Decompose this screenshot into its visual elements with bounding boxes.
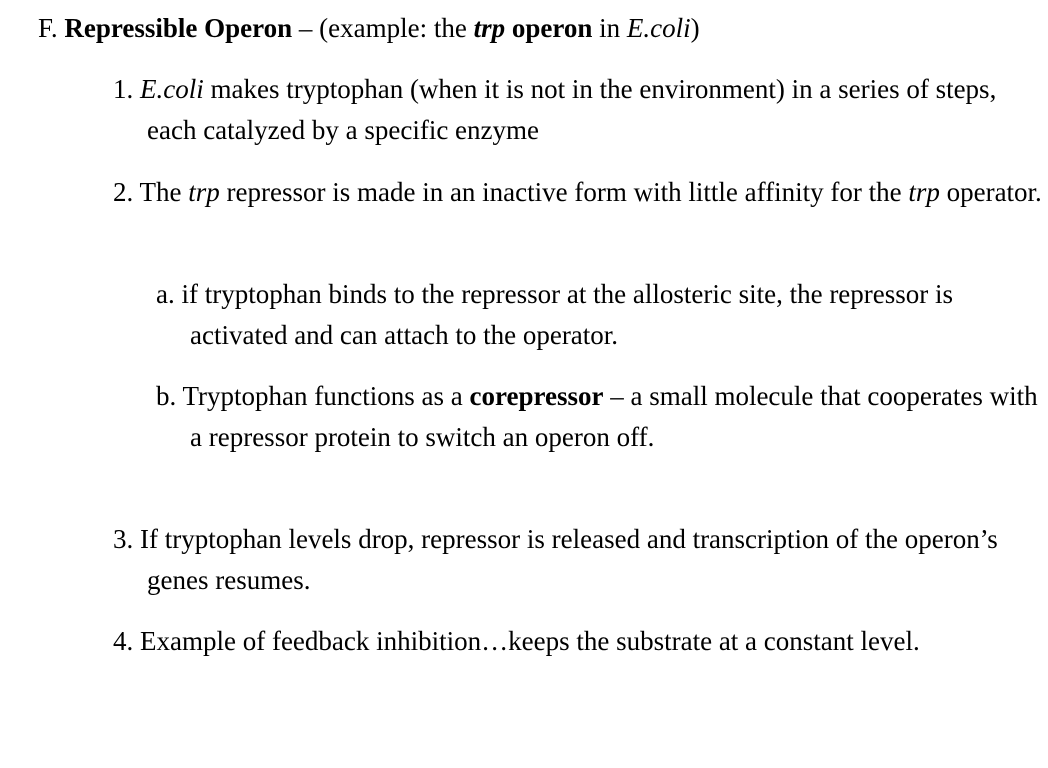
sub-item-b (156, 376, 1048, 458)
item-number: 2. (113, 177, 140, 207)
list-item-3 (113, 519, 1047, 601)
item2-text-2: operator. (939, 177, 1042, 207)
sub-item-a (156, 274, 1048, 356)
sub-item-b-text-1: Tryptophan functions as a (182, 381, 470, 411)
item-number: 4. (113, 626, 140, 656)
list-item-4 (113, 621, 1047, 662)
list-item-1 (113, 69, 1047, 151)
item2-text-1: repressor is made in an inactive form with little affinity for the (219, 177, 909, 207)
item1-ecoli: E.coli (140, 74, 204, 104)
section-heading (38, 8, 700, 49)
item-number: 3. (113, 524, 140, 554)
item2-trp-1: trp (188, 177, 220, 207)
item4-text: Example of feedback inhibition…keeps the substrate at a constant level. (140, 626, 920, 656)
heading-prefix: F. (38, 13, 65, 43)
item-letter: a. (156, 279, 182, 309)
sub-item-a-text: if tryptophan binds to the repressor at the allosteric site, the repressor is activated and can attach to the operator. (181, 279, 954, 350)
item3-text: If tryptophan levels drop, repressor is released and transcription of the operon’s genes resumes. (140, 524, 998, 595)
heading-example-text: – (example: the (292, 13, 474, 43)
heading-trp: trp (473, 13, 506, 43)
heading-operon: operon (505, 13, 593, 43)
corepressor-term: corepressor (469, 381, 604, 411)
heading-ecoli: E.coli (626, 13, 691, 43)
item-letter: b. (156, 381, 183, 411)
sub-item-b-text-2: – a small molecule that cooperates with a repressor protein to switch an operon off. (190, 381, 1038, 452)
list-item-2 (113, 172, 1047, 213)
heading-title: Repressible Operon (64, 13, 293, 43)
heading-close: ) (690, 13, 700, 43)
heading-in: in (592, 13, 627, 43)
item-number: 1. (113, 74, 140, 104)
item1-text: makes tryptophan (when it is not in the environment) in a series of steps, each catalyzed by a specific enzyme (147, 74, 997, 145)
item2-the: The (139, 177, 189, 207)
item2-trp-2: trp (908, 177, 940, 207)
